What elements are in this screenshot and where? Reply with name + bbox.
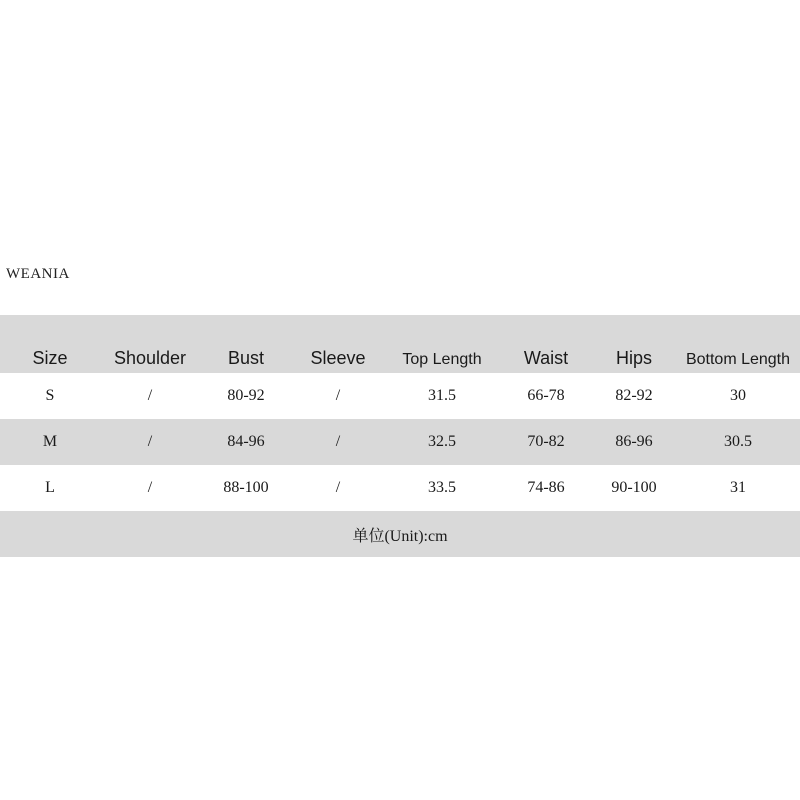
header-bottom-length: Bottom Length bbox=[685, 351, 791, 368]
cell-sleeve: / bbox=[335, 387, 341, 404]
cell-bottom-length: 30 bbox=[730, 387, 746, 404]
cell-waist: 74-86 bbox=[527, 479, 565, 496]
unit-note: 单位(Unit):cm bbox=[352, 527, 448, 545]
cell-bust: 88-100 bbox=[223, 479, 269, 496]
table-header-row bbox=[0, 315, 800, 373]
unit-note-row bbox=[0, 511, 800, 557]
header-sleeve: Sleeve bbox=[310, 348, 366, 368]
header-waist: Waist bbox=[523, 348, 569, 368]
cell-waist: 66-78 bbox=[527, 387, 565, 404]
header-shoulder: Shoulder bbox=[113, 348, 187, 368]
header-hips: Hips bbox=[615, 348, 652, 368]
cell-bottom-length: 31 bbox=[730, 479, 746, 496]
cell-hips: 82-92 bbox=[615, 387, 653, 404]
cell-size: L bbox=[45, 479, 55, 496]
header-size: Size bbox=[32, 348, 68, 368]
cell-top-length: 31.5 bbox=[428, 387, 456, 404]
cell-sleeve: / bbox=[335, 479, 341, 496]
cell-size: S bbox=[45, 387, 55, 404]
cell-bust: 80-92 bbox=[227, 387, 265, 404]
header-bust: Bust bbox=[227, 348, 265, 368]
cell-top-length: 32.5 bbox=[428, 433, 456, 450]
cell-waist: 70-82 bbox=[527, 433, 565, 450]
header-top-length: Top Length bbox=[402, 351, 482, 368]
cell-shoulder: / bbox=[147, 479, 153, 496]
table-row bbox=[0, 419, 800, 465]
cell-hips: 86-96 bbox=[615, 433, 653, 450]
cell-size: M bbox=[42, 433, 58, 450]
cell-shoulder: / bbox=[147, 433, 153, 450]
cell-bottom-length: 30.5 bbox=[724, 433, 752, 450]
cell-top-length: 33.5 bbox=[428, 479, 456, 496]
cell-shoulder: / bbox=[147, 387, 153, 404]
size-chart-table bbox=[0, 315, 800, 557]
brand-logo-text: WEANIA bbox=[6, 266, 70, 282]
table-row bbox=[0, 465, 800, 511]
table-row bbox=[0, 373, 800, 419]
cell-hips: 90-100 bbox=[611, 479, 657, 496]
cell-sleeve: / bbox=[335, 433, 341, 450]
cell-bust: 84-96 bbox=[227, 433, 265, 450]
